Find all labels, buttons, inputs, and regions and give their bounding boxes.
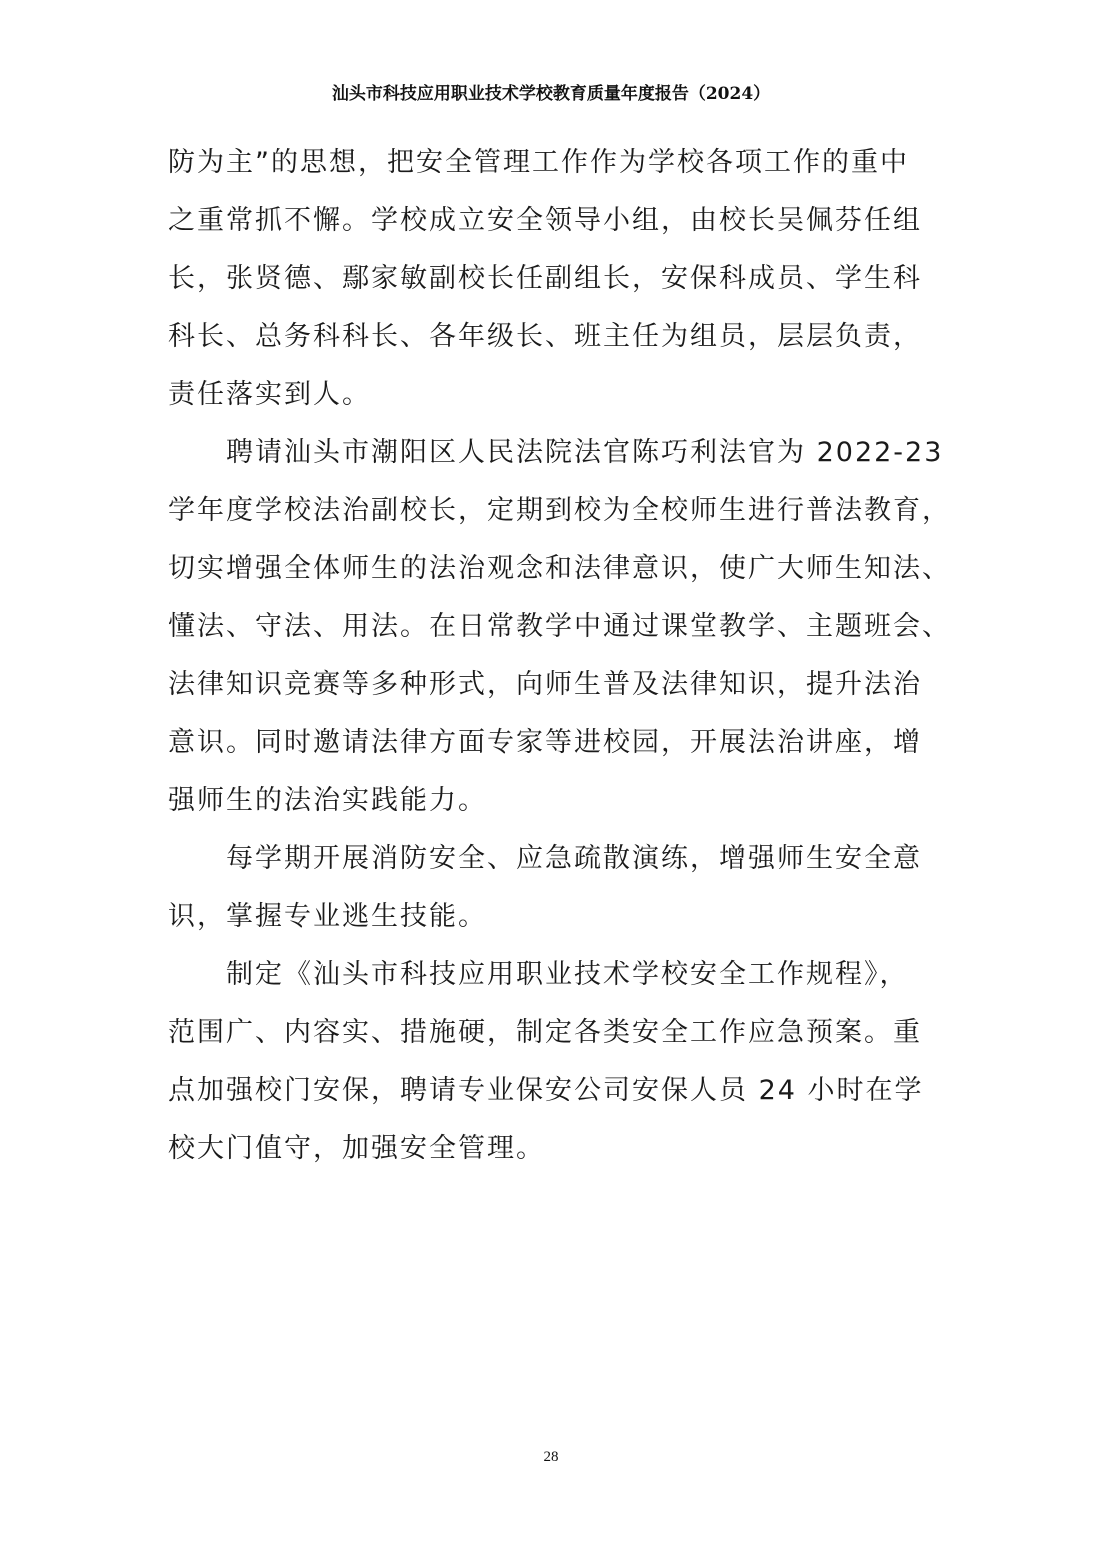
paragraph-line: 范围广、内容实、措施硬，制定各类安全工作应急预案。重 xyxy=(168,1017,922,1048)
paragraph-line: 懂法、守法、用法。在日常教学中通过课堂教学、主题班会、 xyxy=(168,611,951,642)
paragraph-line: 科长、总务科科长、各年级长、班主任为组员，层层负责， xyxy=(168,321,922,352)
paragraph-line: 责任落实到人。 xyxy=(168,379,371,410)
paragraph-line: 识，掌握专业逃生技能。 xyxy=(168,901,487,932)
paragraph-line: 强师生的法治实践能力。 xyxy=(168,785,487,816)
paragraph-line: 防为主”的思想，把安全管理工作作为学校各项工作的重中 xyxy=(168,147,909,178)
paragraph-line: 制定《汕头市科技应用职业技术学校安全工作规程》， xyxy=(226,959,909,990)
paragraph-line: 长，张贤德、鄢家敏副校长任副组长，安保科成员、学生科 xyxy=(168,263,922,294)
paragraph-line: 校大门值守，加强安全管理。 xyxy=(168,1133,545,1164)
paragraph-line: 意识。同时邀请法律方面专家等进校园，开展法治讲座，增 xyxy=(168,727,922,758)
paragraph-line: 聘请汕头市潮阳区人民法院法官陈巧利法官为 2022-23 xyxy=(226,437,944,468)
paragraph-line: 法律知识竞赛等多种形式，向师生普及法律知识，提升法治 xyxy=(168,669,922,700)
page-number: 28 xyxy=(543,1449,559,1465)
paragraph-line: 学年度学校法治副校长，定期到校为全校师生进行普法教育， xyxy=(168,495,951,526)
paragraph-line: 之重常抓不懈。学校成立安全领导小组，由校长吴佩芬任组 xyxy=(168,205,922,236)
running-header: 汕头市科技应用职业技术学校教育质量年度报告（2024） xyxy=(331,84,771,104)
paragraph-line: 点加强校门安保，聘请专业保安公司安保人员 24 小时在学 xyxy=(168,1075,924,1106)
body-text xyxy=(168,134,958,1178)
paragraph-line: 切实增强全体师生的法治观念和法律意识，使广大师生知法、 xyxy=(168,553,951,584)
paragraph-line: 每学期开展消防安全、应急疏散演练，增强师生安全意 xyxy=(226,843,922,874)
